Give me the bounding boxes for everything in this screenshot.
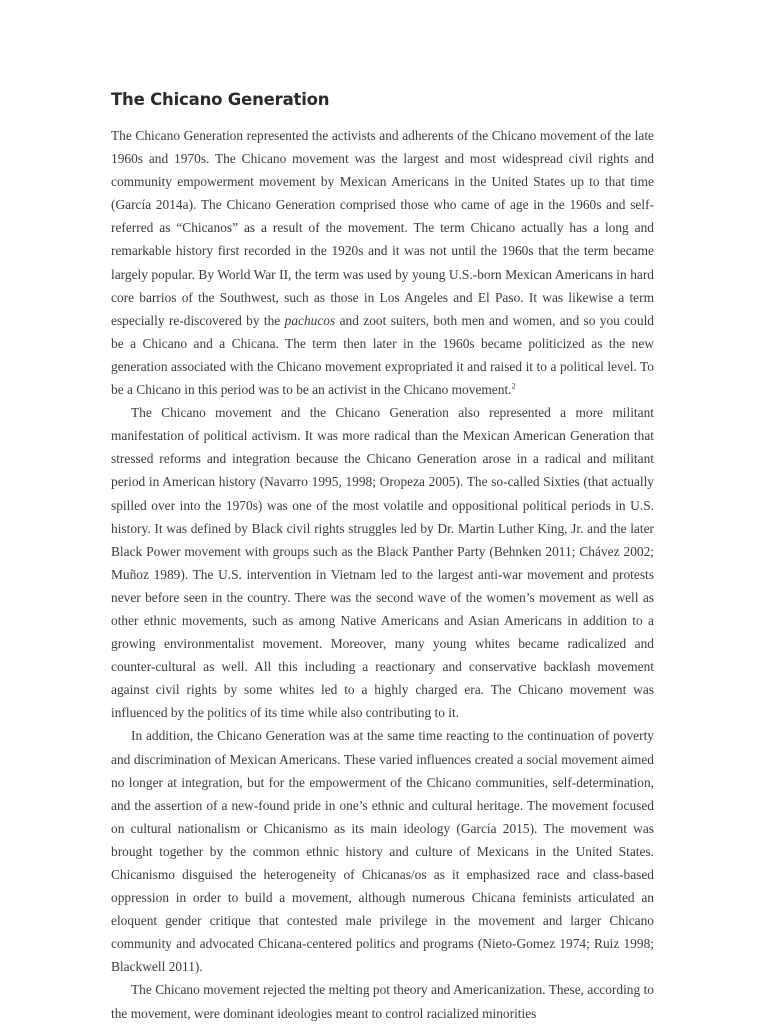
paragraph-2: The Chicano movement and the Chicano Generation also represented a more militant manifestation of political activism. It was more radical than the Mexican American Generation that stressed reforms and integration because the Chicano Generation arose in a radical and militant period in American history (Navarro 1995, 1998; Oropeza 2005). The so-called Sixties (that actually spilled over into the 1970s) was one of the most volatile and oppositional political periods in U.S. history. It was defined by Black civil rights struggles led by Dr. Martin Luther King, Jr. and the later Black Power movement with groups such as the Black Panther Party (Behnken 2011; Chávez 2002; Muñoz 1989). The U.S. intervention in Vietnam led to the largest anti-war movement and protests never before seen in the country. There was the second wave of the women’s movement as well as other ethnic movements, such as among Native Americans and Asian Americans in addition to a growing environmentalist movement. Moreover, many young whites became radicalized and counter-cultural as well. All this including a reactionary and conservative backlash movement against civil rights by some whites led to a highly charged era. The Chicano movement was influenced by the politics of its time while also contributing to it. — [111, 405, 654, 721]
section-heading: The Chicano Generation — [111, 90, 330, 109]
paragraph-1-text-end: and zoot suiters, both men and women, and so you could be a Chicano and a Chicana. The term then later in the 1960s became politicized as the new generation associated with the Chicano movement expropriated it and raised it to a political level. To be a Chicano in this period was to be an activist in the Chicano movement. — [111, 312, 654, 398]
paragraph-1-text-start: The Chicano Generation represented the activists and adherents of the Chicano movement of the late 1960s and 1970s. The Chicano movement was the largest and most widespread civil rights and community empowerment movement by Mexican Americans in the United States up to that time (García 2014a). The Chicano Generation comprised those who came of age in the 1960s and self-referred as “Chicanos” as a result of the movement. The term Chicano actually has a long and remarkable history first recorded in the 1920s and it was not until the 1960s that the term became largely popular. By World War II, the term was used by young U.S.-born Mexican Americans in hard core barrios of the Southwest, such as those in Los Angeles and El Paso. It was likewise a term especially re-discovered by the — [111, 128, 654, 328]
paragraph-1-italic-term: pachucos — [284, 312, 336, 328]
paragraph-4: The Chicano movement rejected the melting pot theory and Americanization. These, according to the movement, were dominant ideologies meant to control racialized minorities — [111, 982, 654, 1021]
paragraph-3: In addition, the Chicano Generation was at the same time reacting to the continuation of poverty and discrimination of Mexican Americans. These varied influences created a social movement aimed no longer at integration, but for the empowerment of the Chicano communities, self-determination, and the assertion of a new-found pride in one’s ethnic and cultural heritage. The movement focused on cultural nationalism or Chicanismo as its main ideology (García 2015). The movement was brought together by the common ethnic history and culture of Mexicans in the United States. Chicanismo disguised the heterogeneity of Chicanas/os as it emphasized race and class-based oppression in order to build a movement, although numerous Chicana feminists articulated an eloquent gender critique that contested male privilege in the movement and larger Chicano community and advocated Chicana-centered politics and programs (Nieto-Gomez 1974; Ruiz 1998; Blackwell 2011). — [111, 728, 654, 975]
body-text — [111, 124, 654, 1025]
paragraph-1 — [111, 124, 654, 401]
footnote-marker[interactable]: 2 — [511, 381, 516, 391]
